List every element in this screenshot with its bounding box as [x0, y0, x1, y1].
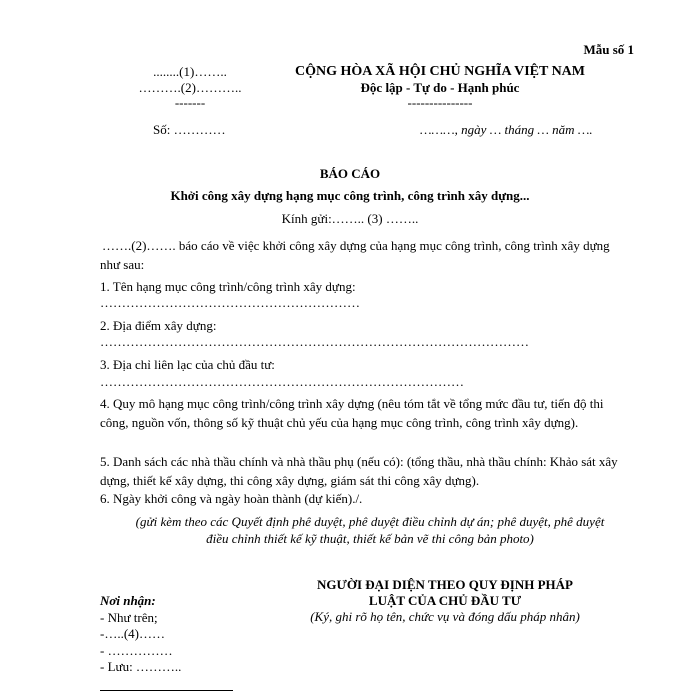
item-2-fill: ………………………………………………………………………………………	[100, 334, 529, 349]
recipients-heading: Nơi nhận:	[100, 593, 156, 608]
item-1-label: 1. Tên hạng mục công trình/công trình xây dựng:	[100, 279, 356, 294]
item-4: 4. Quy mô hạng mục công trình/công trình xây dựng (nêu tóm tắt về tổng mức đầu tư, tiến độ thi công, nguồn vốn, thông số kỹ thuật chủ yếu của hạng mục công trình, công trình xây dựng).	[100, 396, 604, 430]
attachment-note-line-2: điều chỉnh thiết kế kỹ thuật, thiết kế bản vẽ thi công bản photo)	[206, 531, 534, 546]
signature-note: (Ký, ghi rõ họ tên, chức vụ và đóng dấu pháp nhân)	[310, 609, 580, 624]
motto-rule: ---------------	[407, 95, 473, 110]
document-number: Số: …………	[153, 122, 226, 137]
attachment-note-line-1: (gửi kèm theo các Quyết định phê duyệt, phê duyệt điều chỉnh dự án; phê duyệt, phê duyệt	[135, 514, 605, 529]
footnote-separator	[100, 690, 233, 691]
place-and-date: ………, ngày … tháng … năm ….	[420, 122, 593, 137]
item-3-label: 3. Địa chỉ liên lạc của chủ đầu tư:	[100, 357, 275, 372]
item-1-fill: ……………………………………………………	[100, 295, 360, 310]
item-2-label: 2. Địa điểm xây dựng:	[100, 318, 217, 333]
country-name: CỘNG HÒA XÃ HỘI CHỦ NGHĨA VIỆT NAM	[294, 64, 585, 79]
recipient-line-2: -…..(4)……	[100, 626, 165, 641]
agency-rule: -------	[174, 95, 206, 110]
recipient-line-4: - Lưu: ………..	[100, 659, 182, 674]
report-title: BÁO CÁO	[319, 166, 381, 181]
signature-title-line-2: LUẬT CỦA CHỦ ĐẦU TƯ	[368, 593, 522, 608]
agency-line-2: ……….(2)………..	[138, 80, 242, 95]
national-motto: Độc lập - Tự do - Hạnh phúc	[360, 80, 520, 95]
report-subtitle: Khởi công xây dựng hạng mục công trình, công trình xây dựng...	[170, 188, 530, 203]
addressee: Kính gửi:…….. (3) ……..	[281, 211, 419, 226]
signature-title-line-1: NGƯỜI ĐẠI DIỆN THEO QUY ĐỊNH PHÁP	[317, 577, 573, 592]
item-3-fill: …………………………………………………………………………	[100, 374, 464, 389]
item-6: 6. Ngày khởi công và ngày hoàn thành (dự kiến)./.	[100, 491, 363, 506]
item-5: 5. Danh sách các nhà thầu chính và nhà thầu phụ (nếu có): (tổng thầu, nhà thầu chính: Khảo sát xây dựng, thiết kế xây dựng, thi công xây dựng, giám sát thi công xây dựng).	[100, 454, 618, 488]
form-number: Mẫu số 1	[583, 42, 634, 57]
agency-line-1: ........(1)……..	[153, 64, 227, 79]
intro-paragraph: …….(2)……. báo cáo về việc khởi công xây dựng của hạng mục công trình, công trình xây dựng như sau:	[100, 238, 610, 272]
recipient-line-3: - ……………	[100, 643, 173, 658]
recipient-line-1: - Như trên;	[100, 610, 158, 625]
